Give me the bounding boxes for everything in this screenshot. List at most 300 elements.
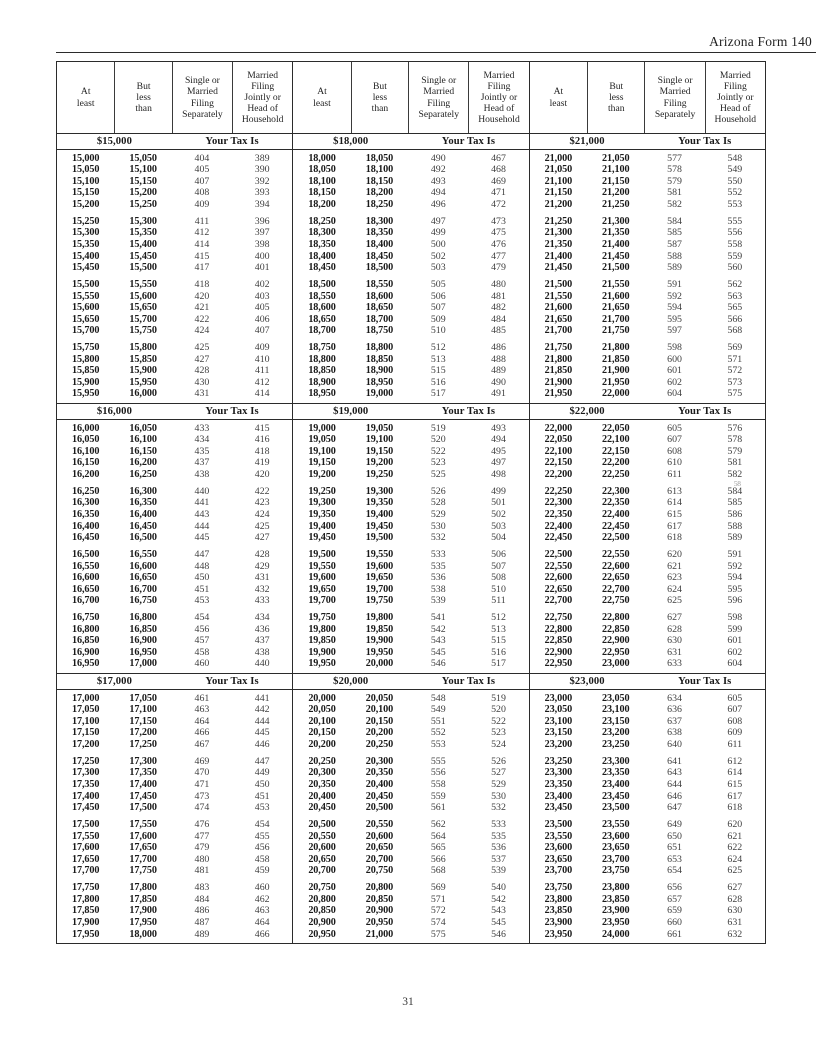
cell-married: 389	[254, 152, 270, 164]
table-row	[293, 929, 528, 941]
cell-but-less-than: 17,450	[129, 790, 157, 802]
cell-married: 410	[254, 353, 270, 365]
cell-single: 650	[667, 830, 682, 842]
table-row	[57, 279, 292, 291]
column-header-line: less	[609, 91, 624, 103]
cell-married: 588	[727, 520, 743, 532]
cell-but-less-than: 19,900	[365, 635, 394, 647]
cell-at-least: 19,800	[308, 623, 336, 635]
table-row	[293, 624, 528, 636]
cell-at-least: 17,450	[71, 802, 100, 814]
cell-but-less-than: 17,500	[129, 802, 157, 814]
table-row	[530, 779, 765, 791]
cell-but-less-than: 18,300	[365, 215, 394, 227]
cell-but-less-than: 15,100	[129, 164, 157, 176]
cell-single: 598	[667, 342, 682, 354]
cell-married: 418	[254, 445, 270, 457]
cell-married: 573	[727, 376, 743, 388]
cell-at-least: 20,900	[308, 916, 336, 928]
table-row	[530, 279, 765, 291]
cell-married: 456	[254, 842, 270, 854]
cell-but-less-than: 16,000	[129, 388, 157, 400]
cell-at-least: 15,150	[71, 187, 100, 199]
cell-single: 425	[194, 342, 210, 354]
cell-married: 513	[491, 623, 506, 635]
cell-married: 612	[727, 755, 743, 767]
cell-but-less-than: 18,550	[365, 278, 394, 290]
cell-but-less-than: 17,700	[129, 853, 157, 865]
table-row	[530, 153, 765, 165]
table-row	[530, 314, 765, 326]
income-group-header	[530, 403, 765, 420]
cell-but-less-than: 15,850	[129, 353, 157, 365]
cell-married: 523	[491, 727, 506, 739]
cell-married: 490	[491, 376, 506, 388]
cell-at-least: 23,550	[544, 830, 573, 842]
cell-single: 558	[430, 779, 446, 790]
cell-at-least: 15,550	[71, 290, 100, 302]
table-row	[293, 635, 528, 647]
cell-at-least: 20,800	[308, 893, 336, 905]
cell-at-least: 15,600	[71, 302, 100, 314]
cell-single: 605	[667, 422, 682, 434]
cell-at-least: 17,000	[71, 692, 100, 704]
cell-but-less-than: 21,350	[602, 227, 630, 239]
cell-but-less-than: 16,750	[129, 595, 157, 607]
cell-single: 552	[430, 727, 446, 739]
tax-table-panel	[529, 62, 765, 943]
cell-married: 462	[254, 893, 270, 905]
cell-at-least: 21,100	[544, 175, 573, 187]
cell-single: 562	[430, 818, 446, 830]
cell-but-less-than: 18,050	[365, 152, 394, 164]
income-group-header	[530, 134, 765, 150]
cell-single: 589	[667, 262, 682, 274]
column-header-line: But	[373, 80, 387, 92]
cell-at-least: 19,150	[308, 457, 336, 469]
cell-married: 420	[254, 469, 270, 480]
table-row	[293, 658, 528, 670]
cell-but-less-than: 16,200	[129, 457, 157, 469]
cell-but-less-than: 22,600	[602, 560, 630, 572]
cell-married: 504	[491, 532, 506, 544]
cell-single: 595	[667, 313, 682, 325]
cell-single: 428	[194, 365, 210, 377]
cell-but-less-than: 17,350	[129, 767, 157, 779]
cell-but-less-than: 16,600	[129, 560, 157, 572]
cell-at-least: 23,650	[544, 853, 573, 865]
column-header-mfj_or_hoh	[705, 62, 765, 133]
table-row	[530, 693, 765, 705]
table-row	[293, 164, 528, 176]
cell-single: 564	[430, 830, 446, 842]
table-row	[530, 199, 765, 211]
column-header-single_or_mfs	[172, 62, 232, 133]
column-header-line: Separately	[418, 108, 459, 120]
cell-but-less-than: 15,300	[129, 215, 157, 227]
table-row	[57, 854, 292, 866]
cell-single: 453	[194, 595, 210, 607]
cell-married: 396	[254, 215, 270, 227]
table-row	[293, 377, 528, 389]
cell-at-least: 22,900	[544, 646, 573, 658]
table-row	[57, 842, 292, 854]
cell-at-least: 21,900	[544, 376, 573, 388]
cell-single: 565	[430, 842, 446, 854]
cell-at-least: 17,650	[71, 853, 100, 865]
cell-but-less-than: 15,050	[129, 152, 157, 164]
table-row	[293, 434, 528, 446]
cell-married: 464	[254, 916, 270, 928]
cell-single: 640	[667, 739, 682, 751]
cell-married: 499	[491, 485, 506, 497]
table-row	[530, 635, 765, 647]
income-group-amount: $17,000	[96, 676, 132, 688]
cell-but-less-than: 22,300	[602, 485, 630, 497]
table-row	[293, 561, 528, 573]
cell-single: 519	[430, 422, 446, 434]
cell-but-less-than: 19,050	[365, 422, 394, 434]
cell-married: 632	[727, 928, 743, 940]
cell-single: 545	[430, 646, 446, 658]
cell-at-least: 20,150	[308, 727, 336, 739]
cell-but-less-than: 16,850	[129, 623, 157, 635]
cell-but-less-than: 15,750	[129, 325, 157, 337]
cell-single: 469	[194, 755, 210, 767]
cell-single: 443	[194, 508, 210, 520]
cell-but-less-than: 22,950	[602, 646, 630, 658]
cell-single: 503	[430, 262, 446, 274]
cell-married: 415	[254, 422, 270, 434]
cell-at-least: 20,400	[308, 790, 336, 802]
cell-but-less-than: 17,050	[129, 692, 157, 704]
cell-but-less-than: 17,850	[129, 893, 157, 905]
table-row	[530, 929, 765, 941]
tax-bracket-rows	[293, 150, 528, 403]
column-header-line: Married	[186, 86, 218, 98]
cell-at-least: 23,200	[544, 739, 573, 751]
cell-married: 520	[491, 704, 506, 716]
cell-single: 460	[194, 658, 210, 670]
cell-married: 433	[254, 595, 270, 607]
cell-at-least: 17,850	[71, 905, 100, 917]
cell-at-least: 18,000	[308, 152, 336, 164]
cell-at-least: 19,000	[308, 422, 336, 434]
cell-married: 453	[254, 802, 270, 814]
cell-at-least: 17,100	[71, 715, 100, 727]
cell-married: 586	[727, 508, 743, 520]
column-header-but_less_than	[114, 62, 171, 133]
cell-but-less-than: 22,200	[602, 457, 630, 469]
table-row	[293, 423, 528, 435]
tax-bracket-rows	[293, 690, 528, 943]
cell-married: 437	[254, 635, 270, 647]
table-row	[530, 325, 765, 337]
column-header-line: least	[313, 97, 331, 109]
cell-at-least: 21,750	[544, 342, 573, 354]
cell-married: 576	[727, 422, 743, 434]
table-row	[57, 882, 292, 894]
cell-at-least: 22,200	[544, 469, 573, 480]
cell-married: 411	[254, 365, 270, 377]
cell-married: 516	[491, 646, 506, 658]
table-row	[293, 521, 528, 533]
table-row	[530, 446, 765, 458]
cell-but-less-than: 15,600	[129, 290, 157, 302]
cell-but-less-than: 20,350	[365, 767, 394, 779]
cell-single: 587	[667, 238, 682, 250]
cell-but-less-than: 16,900	[129, 635, 157, 647]
cell-married: 393	[254, 187, 270, 199]
cell-but-less-than: 23,800	[602, 882, 630, 894]
table-row	[530, 469, 765, 481]
table-row	[293, 693, 528, 705]
cell-at-least: 19,700	[308, 595, 336, 607]
cell-single: 614	[667, 497, 682, 509]
cell-but-less-than: 18,900	[365, 365, 394, 377]
cell-at-least: 15,400	[71, 250, 100, 262]
cell-married: 412	[254, 376, 270, 388]
cell-married: 510	[491, 583, 506, 595]
column-header-line: Filing	[663, 97, 687, 109]
cell-single: 585	[667, 227, 682, 239]
cell-but-less-than: 15,950	[129, 376, 157, 388]
cell-at-least: 19,950	[308, 658, 336, 670]
cell-married: 579	[727, 445, 743, 457]
cell-single: 457	[194, 635, 210, 647]
cell-single: 568	[430, 865, 446, 877]
table-row	[293, 486, 528, 498]
cell-at-least: 16,950	[71, 658, 100, 670]
cell-but-less-than: 19,450	[365, 520, 394, 532]
cell-but-less-than: 18,500	[365, 262, 394, 274]
column-header-line: Head of	[247, 103, 278, 115]
cell-married: 572	[727, 365, 743, 377]
cell-single: 492	[430, 164, 446, 176]
cell-but-less-than: 18,700	[365, 313, 394, 325]
cell-at-least: 20,850	[308, 905, 336, 917]
cell-but-less-than: 21,800	[602, 342, 630, 354]
table-row	[530, 561, 765, 573]
table-row	[57, 756, 292, 768]
cell-married: 569	[727, 342, 743, 354]
cell-single: 500	[430, 238, 446, 250]
cell-at-least: 21,950	[544, 388, 573, 400]
cell-at-least: 22,950	[544, 658, 573, 670]
cell-single: 536	[430, 572, 446, 584]
your-tax-is-label: Your Tax Is	[441, 136, 496, 147]
cell-married: 565	[727, 302, 743, 314]
column-header-at_least	[530, 62, 587, 133]
cell-at-least: 20,700	[308, 865, 336, 877]
cell-single: 529	[430, 508, 446, 520]
cell-but-less-than: 20,950	[365, 916, 394, 928]
cell-married: 414	[254, 388, 270, 400]
cell-at-least: 19,550	[308, 560, 336, 572]
cell-at-least: 23,000	[544, 692, 573, 704]
income-group-header	[293, 673, 528, 690]
cell-married: 631	[727, 916, 743, 928]
cell-single: 661	[667, 928, 682, 940]
cell-at-least: 21,850	[544, 365, 573, 377]
cell-but-less-than: 21,000	[365, 928, 394, 940]
cell-single: 489	[194, 928, 210, 940]
column-header-mfj_or_hoh	[232, 62, 292, 133]
cell-single: 517	[430, 388, 446, 400]
cell-but-less-than: 19,200	[365, 457, 394, 469]
cell-at-least: 21,500	[544, 278, 573, 290]
cell-at-least: 22,000	[544, 422, 573, 434]
cell-at-least: 16,550	[71, 560, 100, 572]
column-header-line: Jointly or	[480, 91, 518, 103]
cell-but-less-than: 17,100	[129, 704, 157, 716]
cell-married: 442	[254, 704, 270, 716]
cell-at-least: 18,800	[308, 353, 336, 365]
cell-at-least: 18,450	[308, 262, 336, 274]
cell-married: 400	[254, 250, 270, 262]
table-row	[57, 704, 292, 716]
table-row	[530, 302, 765, 314]
cell-single: 647	[667, 802, 682, 814]
column-header-line: Household	[241, 114, 284, 126]
cell-single: 643	[667, 767, 682, 779]
table-row	[530, 791, 765, 803]
cell-at-least: 18,700	[308, 325, 336, 337]
cell-single: 523	[430, 457, 446, 469]
cell-married: 522	[491, 715, 506, 727]
cell-married: 444	[254, 715, 270, 727]
cell-single: 486	[194, 905, 210, 917]
cell-married: 549	[727, 164, 743, 176]
cell-but-less-than: 22,100	[602, 434, 630, 446]
table-row	[293, 917, 528, 929]
cell-single: 471	[194, 779, 210, 790]
cell-at-least: 15,300	[71, 227, 100, 239]
cell-single: 636	[667, 704, 682, 716]
cell-single: 660	[667, 916, 682, 928]
your-tax-is-label: Your Tax Is	[678, 136, 732, 147]
column-header-line: Filing	[427, 97, 451, 109]
cell-but-less-than: 15,550	[129, 278, 157, 290]
cell-married: 524	[491, 739, 506, 751]
table-row	[57, 894, 292, 906]
cell-married: 560	[727, 262, 743, 274]
cell-married: 458	[254, 853, 270, 865]
table-row	[293, 446, 528, 458]
cell-but-less-than: 15,700	[129, 313, 157, 325]
cell-single: 561	[430, 802, 446, 814]
cell-married: 542	[491, 893, 506, 905]
cell-married: 571	[727, 353, 743, 365]
cell-single: 409	[194, 198, 210, 210]
cell-married: 494	[491, 434, 506, 446]
cell-at-least: 19,650	[308, 583, 336, 595]
cell-but-less-than: 20,200	[365, 727, 394, 739]
cell-but-less-than: 17,800	[129, 882, 157, 894]
cell-but-less-than: 17,650	[129, 842, 157, 854]
cell-but-less-than: 18,400	[365, 238, 394, 250]
cell-married: 581	[727, 457, 743, 469]
cell-single: 447	[194, 548, 210, 560]
cell-single: 509	[430, 313, 446, 325]
cell-married: 511	[491, 595, 506, 607]
cell-but-less-than: 23,500	[602, 802, 630, 814]
cell-married: 392	[254, 175, 270, 187]
cell-married: 440	[254, 658, 270, 670]
cell-married: 625	[727, 865, 743, 877]
cell-single: 421	[194, 302, 210, 314]
column-header-line: Married	[659, 86, 691, 98]
cell-but-less-than: 20,600	[365, 830, 394, 842]
cell-but-less-than: 22,450	[602, 520, 630, 532]
table-row	[57, 486, 292, 498]
cell-at-least: 19,100	[308, 445, 336, 457]
cell-single: 408	[194, 187, 210, 199]
cell-married: 401	[254, 262, 270, 274]
cell-at-least: 23,450	[544, 802, 573, 814]
cell-single: 553	[430, 739, 446, 751]
your-tax-is-label: Your Tax Is	[678, 676, 732, 688]
cell-single: 474	[194, 802, 210, 814]
cell-married: 394	[254, 198, 270, 210]
cell-but-less-than: 21,500	[602, 262, 630, 274]
cell-single: 477	[194, 830, 210, 842]
table-row	[530, 739, 765, 751]
cell-but-less-than: 15,350	[129, 227, 157, 239]
table-row	[530, 727, 765, 739]
cell-married: 550	[727, 175, 743, 187]
cell-married: 618	[727, 802, 743, 814]
cell-but-less-than: 21,650	[602, 302, 630, 314]
cell-at-least: 22,100	[544, 445, 573, 457]
cell-single: 435	[194, 445, 210, 457]
cell-single: 630	[667, 635, 682, 647]
table-row	[530, 572, 765, 584]
cell-at-least: 20,200	[308, 739, 336, 751]
table-row	[293, 302, 528, 314]
cell-single: 579	[667, 175, 682, 187]
cell-but-less-than: 18,800	[365, 342, 394, 354]
cell-single: 515	[430, 365, 446, 377]
table-row	[57, 291, 292, 303]
cell-but-less-than: 18,850	[365, 353, 394, 365]
table-row	[293, 279, 528, 291]
cell-single: 571	[430, 893, 446, 905]
column-header-line: than	[371, 103, 389, 115]
cell-at-least: 23,350	[544, 779, 573, 790]
table-row	[530, 819, 765, 831]
cell-at-least: 23,300	[544, 767, 573, 779]
table-row	[530, 187, 765, 199]
cell-married: 501	[491, 497, 506, 509]
cell-married: 515	[491, 635, 506, 647]
column-header-line: At	[553, 86, 564, 98]
table-row	[530, 521, 765, 533]
cell-at-least: 17,600	[71, 842, 100, 854]
cell-but-less-than: 19,850	[365, 623, 394, 635]
table-row	[57, 521, 292, 533]
cell-but-less-than: 21,600	[602, 290, 630, 302]
cell-single: 574	[430, 916, 446, 928]
cell-married: 497	[491, 457, 506, 469]
cell-single: 538	[430, 583, 446, 595]
cell-single: 496	[430, 198, 446, 210]
cell-but-less-than: 16,800	[129, 612, 157, 624]
table-row	[57, 727, 292, 739]
table-row	[293, 595, 528, 607]
cell-single: 613	[667, 485, 682, 497]
cell-but-less-than: 16,650	[129, 572, 157, 584]
